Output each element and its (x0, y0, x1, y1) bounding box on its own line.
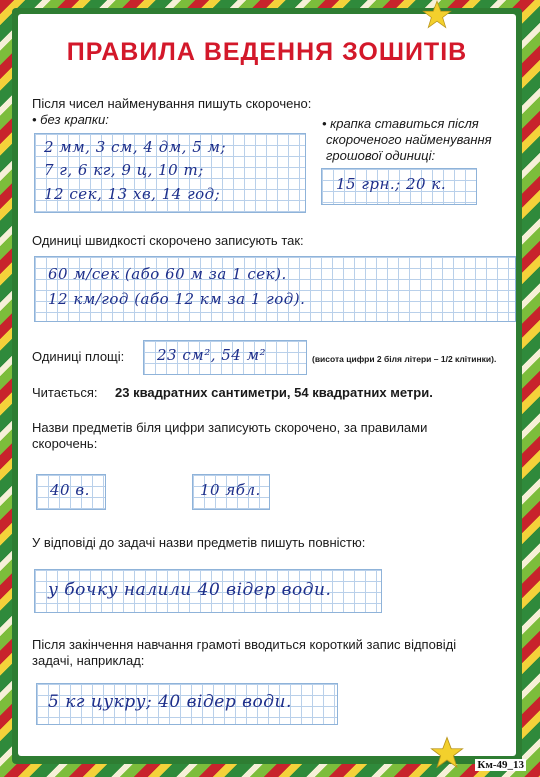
section5-intro-2: скорочень: (32, 436, 98, 451)
area-label: Одиниці площі: (32, 349, 125, 364)
speed-line-1: 60 м/сек (або 60 м за 1 сек). (48, 265, 287, 283)
full-answer-example: у бочку налили 40 відер води. (48, 580, 332, 600)
area-note: (висота цифри 2 біля літери – 1/2 клітинки). (312, 354, 497, 364)
abbr-example-1: 40 в. (50, 481, 90, 499)
section1-intro: Після чисел найменування пишуть скорочено: (32, 96, 312, 111)
star-icon (422, 0, 452, 30)
section7-intro-2: задачі, наприклад: (32, 653, 145, 668)
area-example: 23 см², 54 м² (157, 346, 267, 364)
dot-rule-line-1: • крапка ставиться після (322, 116, 479, 131)
dot-rule-line-3: грошової одиниці: (326, 148, 436, 163)
reads-value: 23 квадратних сантиметри, 54 квадратних метри. (115, 385, 433, 400)
speed-line-2: 12 км/год (або 12 км за 1 год). (48, 290, 306, 308)
section5-intro-1: Назви предметів біля цифри записують скорочено, за правилами (32, 420, 428, 435)
star-icon (430, 736, 464, 770)
abbr-example-2: 10 ябл. (200, 481, 261, 499)
units-line-3: 12 сек, 13 хв, 14 год; (44, 185, 221, 203)
dot-rule-line-2: скороченого найменування (326, 132, 492, 147)
no-dot-rule: • без крапки: (32, 112, 109, 127)
section2-intro: Одиниці швидкості скорочено записують так: (32, 233, 304, 248)
units-line-1: 2 мм, 3 см, 4 дм, 5 м; (44, 138, 226, 156)
page-title: ПРАВИЛА ВЕДЕННЯ ЗОШИТІВ (66, 38, 468, 66)
short-answer-example: 5 кг цукру; 40 відер води. (48, 692, 292, 712)
section6-intro: У відповіді до задачі назви предметів пишуть повністю: (32, 535, 366, 550)
reads-label: Читається: (32, 385, 98, 400)
money-example: 15 грн.; 20 к. (336, 175, 447, 193)
section7-intro-1: Після закінчення навчання грамоті вводиться короткий запис відповіді (32, 637, 457, 652)
units-line-2: 7 г, 6 кг, 9 ц, 10 т; (44, 161, 204, 179)
footer-code: Км-49_13 (477, 759, 524, 771)
